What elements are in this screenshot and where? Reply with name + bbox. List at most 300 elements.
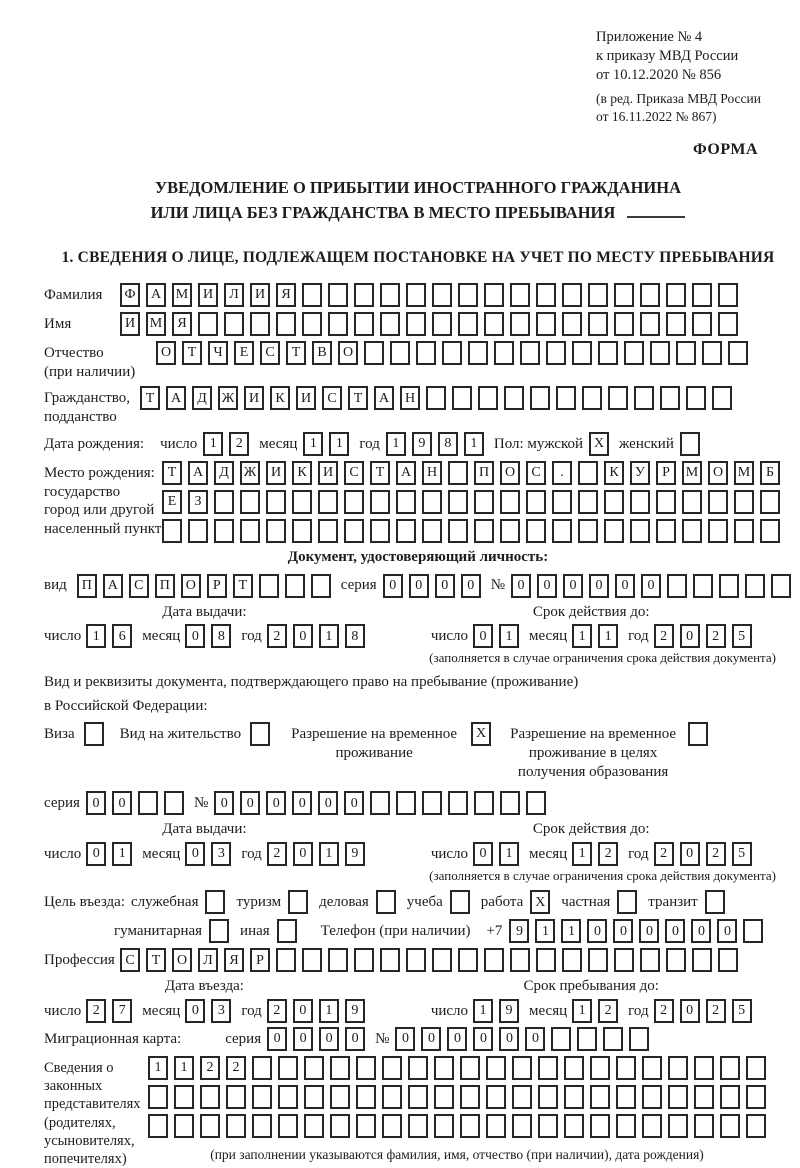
- char-box[interactable]: [588, 312, 608, 336]
- char-box[interactable]: 1: [499, 842, 519, 866]
- char-box[interactable]: [205, 890, 225, 914]
- identity-number-input[interactable]: [511, 574, 791, 598]
- char-box[interactable]: [434, 1085, 454, 1109]
- char-box[interactable]: [458, 312, 478, 336]
- char-box[interactable]: [530, 386, 550, 410]
- char-box[interactable]: Ж: [240, 461, 260, 485]
- char-box[interactable]: [252, 1056, 272, 1080]
- char-box[interactable]: [640, 312, 660, 336]
- char-box[interactable]: [616, 1085, 636, 1109]
- char-box[interactable]: 0: [112, 791, 132, 815]
- char-box[interactable]: [302, 283, 322, 307]
- char-box[interactable]: [642, 1056, 662, 1080]
- char-box[interactable]: 9: [345, 842, 365, 866]
- char-box[interactable]: 2: [598, 999, 618, 1023]
- char-box[interactable]: [390, 341, 410, 365]
- char-box[interactable]: 2: [86, 999, 106, 1023]
- char-box[interactable]: 0: [537, 574, 557, 598]
- char-box[interactable]: С: [129, 574, 149, 598]
- char-box[interactable]: 0: [293, 1027, 313, 1051]
- char-box[interactable]: П: [155, 574, 175, 598]
- char-box[interactable]: [292, 490, 312, 514]
- char-box[interactable]: 0: [680, 624, 700, 648]
- char-box[interactable]: Т: [182, 341, 202, 365]
- char-box[interactable]: [250, 722, 270, 746]
- char-box[interactable]: 2: [654, 842, 674, 866]
- char-box[interactable]: М: [682, 461, 702, 485]
- char-box[interactable]: [640, 283, 660, 307]
- char-box[interactable]: Я: [224, 948, 244, 972]
- purpose-transit-checkbox[interactable]: [705, 890, 725, 914]
- firstname-input[interactable]: [120, 312, 738, 336]
- char-box[interactable]: [188, 519, 208, 543]
- char-box[interactable]: Д: [214, 461, 234, 485]
- stay-day[interactable]: [473, 999, 519, 1023]
- char-box[interactable]: 0: [473, 1027, 493, 1051]
- char-box[interactable]: А: [103, 574, 123, 598]
- char-box[interactable]: [448, 519, 468, 543]
- char-box[interactable]: [712, 386, 732, 410]
- char-box[interactable]: [720, 1056, 740, 1080]
- char-box[interactable]: [510, 948, 530, 972]
- char-box[interactable]: [694, 1114, 714, 1138]
- char-box[interactable]: [328, 312, 348, 336]
- char-box[interactable]: [452, 386, 472, 410]
- char-box[interactable]: [629, 1027, 649, 1051]
- char-box[interactable]: С: [120, 948, 140, 972]
- char-box[interactable]: [460, 1114, 480, 1138]
- char-box[interactable]: 8: [211, 624, 231, 648]
- char-box[interactable]: Е: [234, 341, 254, 365]
- char-box[interactable]: 0: [641, 574, 661, 598]
- char-box[interactable]: [564, 1085, 584, 1109]
- char-box[interactable]: [650, 341, 670, 365]
- birth-day-input[interactable]: [203, 432, 249, 456]
- char-box[interactable]: 0: [615, 574, 635, 598]
- purpose-private-checkbox[interactable]: [617, 890, 637, 914]
- char-box[interactable]: [718, 312, 738, 336]
- char-box[interactable]: [330, 1056, 350, 1080]
- char-box[interactable]: [328, 948, 348, 972]
- char-box[interactable]: [460, 1056, 480, 1080]
- char-box[interactable]: 0: [266, 791, 286, 815]
- char-box[interactable]: [484, 283, 504, 307]
- char-box[interactable]: [526, 490, 546, 514]
- char-box[interactable]: [614, 283, 634, 307]
- char-box[interactable]: [460, 1085, 480, 1109]
- residence-series-input[interactable]: [86, 791, 184, 815]
- char-box[interactable]: О: [181, 574, 201, 598]
- char-box[interactable]: [617, 890, 637, 914]
- char-box[interactable]: М: [172, 283, 192, 307]
- char-box[interactable]: 0: [185, 842, 205, 866]
- char-box[interactable]: [577, 1027, 597, 1051]
- birthplace-input-row3[interactable]: [162, 519, 780, 543]
- char-box[interactable]: 1: [473, 999, 493, 1023]
- char-box[interactable]: 0: [292, 791, 312, 815]
- char-box[interactable]: [512, 1056, 532, 1080]
- char-box[interactable]: [276, 948, 296, 972]
- char-box[interactable]: [676, 341, 696, 365]
- char-box[interactable]: [84, 722, 104, 746]
- char-box[interactable]: У: [630, 461, 650, 485]
- char-box[interactable]: [370, 791, 390, 815]
- purpose-tourism-checkbox[interactable]: [288, 890, 308, 914]
- char-box[interactable]: [380, 283, 400, 307]
- char-box[interactable]: [520, 341, 540, 365]
- arrival-day[interactable]: [86, 999, 132, 1023]
- char-box[interactable]: [688, 722, 708, 746]
- patronymic-input[interactable]: [156, 341, 748, 365]
- char-box[interactable]: [660, 386, 680, 410]
- char-box[interactable]: [680, 432, 700, 456]
- char-box[interactable]: Ф: [120, 283, 140, 307]
- char-box[interactable]: [708, 519, 728, 543]
- char-box[interactable]: [562, 283, 582, 307]
- char-box[interactable]: [458, 948, 478, 972]
- char-box[interactable]: А: [146, 283, 166, 307]
- purpose-official-checkbox[interactable]: [205, 890, 225, 914]
- char-box[interactable]: [382, 1056, 402, 1080]
- sex-male-checkbox[interactable]: [589, 432, 609, 456]
- char-box[interactable]: [344, 519, 364, 543]
- char-box[interactable]: [667, 574, 687, 598]
- char-box[interactable]: [682, 519, 702, 543]
- char-box[interactable]: Н: [422, 461, 442, 485]
- char-box[interactable]: [214, 490, 234, 514]
- char-box[interactable]: [356, 1114, 376, 1138]
- citizenship-input[interactable]: [140, 386, 732, 410]
- residence-issue-day[interactable]: [86, 842, 132, 866]
- surname-input[interactable]: [120, 283, 738, 307]
- char-box[interactable]: [603, 1027, 623, 1051]
- char-box[interactable]: 1: [572, 842, 592, 866]
- char-box[interactable]: Т: [348, 386, 368, 410]
- char-box[interactable]: [380, 948, 400, 972]
- visa-checkbox[interactable]: [84, 722, 104, 746]
- char-box[interactable]: [512, 1114, 532, 1138]
- char-box[interactable]: М: [734, 461, 754, 485]
- identity-issue-month[interactable]: [185, 624, 231, 648]
- char-box[interactable]: [578, 519, 598, 543]
- char-box[interactable]: 1: [598, 624, 618, 648]
- char-box[interactable]: [551, 1027, 571, 1051]
- char-box[interactable]: 0: [214, 791, 234, 815]
- char-box[interactable]: Т: [286, 341, 306, 365]
- char-box[interactable]: 0: [461, 574, 481, 598]
- char-box[interactable]: [538, 1056, 558, 1080]
- char-box[interactable]: [380, 312, 400, 336]
- identity-issue-year[interactable]: [267, 624, 365, 648]
- char-box[interactable]: [504, 386, 524, 410]
- char-box[interactable]: 0: [499, 1027, 519, 1051]
- char-box[interactable]: 1: [329, 432, 349, 456]
- char-box[interactable]: [588, 283, 608, 307]
- char-box[interactable]: [164, 791, 184, 815]
- char-box[interactable]: 0: [383, 574, 403, 598]
- char-box[interactable]: [536, 948, 556, 972]
- char-box[interactable]: [266, 490, 286, 514]
- char-box[interactable]: [474, 791, 494, 815]
- char-box[interactable]: 0: [319, 1027, 339, 1051]
- char-box[interactable]: [746, 1056, 766, 1080]
- char-box[interactable]: [642, 1085, 662, 1109]
- char-box[interactable]: [364, 341, 384, 365]
- char-box[interactable]: А: [396, 461, 416, 485]
- char-box[interactable]: 0: [691, 919, 711, 943]
- char-box[interactable]: [448, 490, 468, 514]
- char-box[interactable]: [604, 519, 624, 543]
- identity-kind-input[interactable]: [77, 574, 331, 598]
- char-box[interactable]: [277, 919, 297, 943]
- char-box[interactable]: [214, 519, 234, 543]
- char-box[interactable]: Ч: [208, 341, 228, 365]
- char-box[interactable]: [630, 519, 650, 543]
- char-box[interactable]: [630, 490, 650, 514]
- char-box[interactable]: 0: [293, 624, 313, 648]
- char-box[interactable]: [448, 461, 468, 485]
- char-box[interactable]: К: [270, 386, 290, 410]
- char-box[interactable]: 2: [654, 999, 674, 1023]
- purpose-humanitarian-checkbox[interactable]: [209, 919, 229, 943]
- char-box[interactable]: [450, 890, 470, 914]
- char-box[interactable]: 3: [211, 999, 231, 1023]
- purpose-work-checkbox[interactable]: [530, 890, 550, 914]
- char-box[interactable]: [734, 490, 754, 514]
- char-box[interactable]: А: [374, 386, 394, 410]
- char-box[interactable]: 2: [706, 999, 726, 1023]
- birthplace-input-row2[interactable]: [162, 490, 780, 514]
- char-box[interactable]: И: [266, 461, 286, 485]
- char-box[interactable]: [746, 1085, 766, 1109]
- residence-valid-day[interactable]: [473, 842, 519, 866]
- char-box[interactable]: 0: [511, 574, 531, 598]
- char-box[interactable]: [442, 341, 462, 365]
- char-box[interactable]: [276, 312, 296, 336]
- char-box[interactable]: [590, 1114, 610, 1138]
- char-box[interactable]: [614, 312, 634, 336]
- char-box[interactable]: Т: [146, 948, 166, 972]
- char-box[interactable]: [162, 519, 182, 543]
- char-box[interactable]: [376, 890, 396, 914]
- char-box[interactable]: [285, 574, 305, 598]
- char-box[interactable]: [760, 519, 780, 543]
- char-box[interactable]: 0: [680, 999, 700, 1023]
- char-box[interactable]: [458, 283, 478, 307]
- char-box[interactable]: [720, 1085, 740, 1109]
- purpose-business-checkbox[interactable]: [376, 890, 396, 914]
- char-box[interactable]: [552, 490, 572, 514]
- char-box[interactable]: [240, 519, 260, 543]
- char-box[interactable]: [564, 1114, 584, 1138]
- char-box[interactable]: [578, 490, 598, 514]
- char-box[interactable]: 2: [598, 842, 618, 866]
- residence-number-input[interactable]: [214, 791, 546, 815]
- char-box[interactable]: [416, 341, 436, 365]
- char-box[interactable]: М: [146, 312, 166, 336]
- char-box[interactable]: [564, 1056, 584, 1080]
- char-box[interactable]: [486, 1085, 506, 1109]
- char-box[interactable]: [252, 1114, 272, 1138]
- char-box[interactable]: [718, 283, 738, 307]
- char-box[interactable]: [474, 490, 494, 514]
- char-box[interactable]: О: [500, 461, 520, 485]
- char-box[interactable]: 0: [395, 1027, 415, 1051]
- char-box[interactable]: Ж: [218, 386, 238, 410]
- char-box[interactable]: [694, 1056, 714, 1080]
- char-box[interactable]: [448, 791, 468, 815]
- char-box[interactable]: 9: [499, 999, 519, 1023]
- residence-permit-checkbox[interactable]: [250, 722, 270, 746]
- char-box[interactable]: 0: [86, 791, 106, 815]
- char-box[interactable]: [718, 948, 738, 972]
- char-box[interactable]: О: [172, 948, 192, 972]
- char-box[interactable]: [708, 490, 728, 514]
- char-box[interactable]: З: [188, 490, 208, 514]
- char-box[interactable]: 1: [203, 432, 223, 456]
- char-box[interactable]: 2: [229, 432, 249, 456]
- char-box[interactable]: [311, 574, 331, 598]
- purpose-study-checkbox[interactable]: [450, 890, 470, 914]
- char-box[interactable]: [590, 1056, 610, 1080]
- char-box[interactable]: О: [338, 341, 358, 365]
- identity-valid-year[interactable]: [654, 624, 752, 648]
- char-box[interactable]: [432, 283, 452, 307]
- char-box[interactable]: Л: [198, 948, 218, 972]
- char-box[interactable]: [608, 386, 628, 410]
- char-box[interactable]: [562, 312, 582, 336]
- char-box[interactable]: Р: [250, 948, 270, 972]
- char-box[interactable]: 0: [240, 791, 260, 815]
- char-box[interactable]: 5: [732, 842, 752, 866]
- char-box[interactable]: Б: [760, 461, 780, 485]
- residence-valid-month[interactable]: [572, 842, 618, 866]
- representatives-input-row2[interactable]: [148, 1085, 766, 1109]
- char-box[interactable]: [174, 1085, 194, 1109]
- char-box[interactable]: [318, 490, 338, 514]
- char-box[interactable]: [434, 1114, 454, 1138]
- char-box[interactable]: [396, 791, 416, 815]
- char-box[interactable]: К: [604, 461, 624, 485]
- char-box[interactable]: С: [344, 461, 364, 485]
- char-box[interactable]: А: [166, 386, 186, 410]
- char-box[interactable]: [510, 283, 530, 307]
- char-box[interactable]: И: [244, 386, 264, 410]
- char-box[interactable]: [642, 1114, 662, 1138]
- temporary-residence-education-checkbox[interactable]: [688, 722, 708, 746]
- char-box[interactable]: [138, 791, 158, 815]
- char-box[interactable]: И: [296, 386, 316, 410]
- char-box[interactable]: 9: [509, 919, 529, 943]
- char-box[interactable]: [640, 948, 660, 972]
- char-box[interactable]: [694, 1085, 714, 1109]
- char-box[interactable]: 1: [386, 432, 406, 456]
- residence-valid-year[interactable]: [654, 842, 752, 866]
- char-box[interactable]: Я: [276, 283, 296, 307]
- char-box[interactable]: [771, 574, 791, 598]
- char-box[interactable]: 1: [319, 999, 339, 1023]
- char-box[interactable]: [666, 948, 686, 972]
- char-box[interactable]: [500, 519, 520, 543]
- char-box[interactable]: И: [250, 283, 270, 307]
- char-box[interactable]: [578, 461, 598, 485]
- char-box[interactable]: [536, 312, 556, 336]
- char-box[interactable]: [760, 490, 780, 514]
- char-box[interactable]: П: [474, 461, 494, 485]
- char-box[interactable]: [209, 919, 229, 943]
- char-box[interactable]: [408, 1056, 428, 1080]
- char-box[interactable]: [406, 283, 426, 307]
- identity-valid-month[interactable]: [572, 624, 618, 648]
- char-box[interactable]: Л: [224, 283, 244, 307]
- char-box[interactable]: [668, 1056, 688, 1080]
- char-box[interactable]: 0: [473, 842, 493, 866]
- char-box[interactable]: [526, 519, 546, 543]
- char-box[interactable]: [382, 1085, 402, 1109]
- char-box[interactable]: [746, 1114, 766, 1138]
- char-box[interactable]: [728, 341, 748, 365]
- char-box[interactable]: 0: [587, 919, 607, 943]
- char-box[interactable]: Е: [162, 490, 182, 514]
- char-box[interactable]: [396, 519, 416, 543]
- arrival-month[interactable]: [185, 999, 231, 1023]
- char-box[interactable]: [432, 312, 452, 336]
- char-box[interactable]: [526, 791, 546, 815]
- representatives-input-row3[interactable]: [148, 1114, 766, 1138]
- char-box[interactable]: [148, 1114, 168, 1138]
- char-box[interactable]: 0: [717, 919, 737, 943]
- char-box[interactable]: [250, 312, 270, 336]
- char-box[interactable]: [302, 948, 322, 972]
- char-box[interactable]: [174, 1114, 194, 1138]
- sex-female-checkbox[interactable]: [680, 432, 700, 456]
- char-box[interactable]: [330, 1114, 350, 1138]
- char-box[interactable]: [356, 1056, 376, 1080]
- char-box[interactable]: [292, 519, 312, 543]
- char-box[interactable]: 3: [211, 842, 231, 866]
- char-box[interactable]: 0: [344, 791, 364, 815]
- char-box[interactable]: [682, 490, 702, 514]
- char-box[interactable]: 1: [535, 919, 555, 943]
- char-box[interactable]: К: [292, 461, 312, 485]
- char-box[interactable]: 0: [293, 999, 313, 1023]
- char-box[interactable]: [354, 283, 374, 307]
- char-box[interactable]: [370, 519, 390, 543]
- char-box[interactable]: [484, 312, 504, 336]
- identity-issue-day[interactable]: [86, 624, 132, 648]
- char-box[interactable]: [743, 919, 763, 943]
- char-box[interactable]: 1: [86, 624, 106, 648]
- char-box[interactable]: 7: [112, 999, 132, 1023]
- char-box[interactable]: [720, 1114, 740, 1138]
- residence-issue-month[interactable]: [185, 842, 231, 866]
- char-box[interactable]: 0: [680, 842, 700, 866]
- char-box[interactable]: 6: [112, 624, 132, 648]
- char-box[interactable]: [382, 1114, 402, 1138]
- char-box[interactable]: [604, 490, 624, 514]
- char-box[interactable]: [356, 1085, 376, 1109]
- profession-input[interactable]: [120, 948, 738, 972]
- char-box[interactable]: [512, 1085, 532, 1109]
- char-box[interactable]: 0: [185, 999, 205, 1023]
- char-box[interactable]: 0: [267, 1027, 287, 1051]
- char-box[interactable]: [318, 519, 338, 543]
- char-box[interactable]: 0: [473, 624, 493, 648]
- char-box[interactable]: [486, 1056, 506, 1080]
- identity-valid-day[interactable]: [473, 624, 519, 648]
- char-box[interactable]: [224, 312, 244, 336]
- char-box[interactable]: [434, 1056, 454, 1080]
